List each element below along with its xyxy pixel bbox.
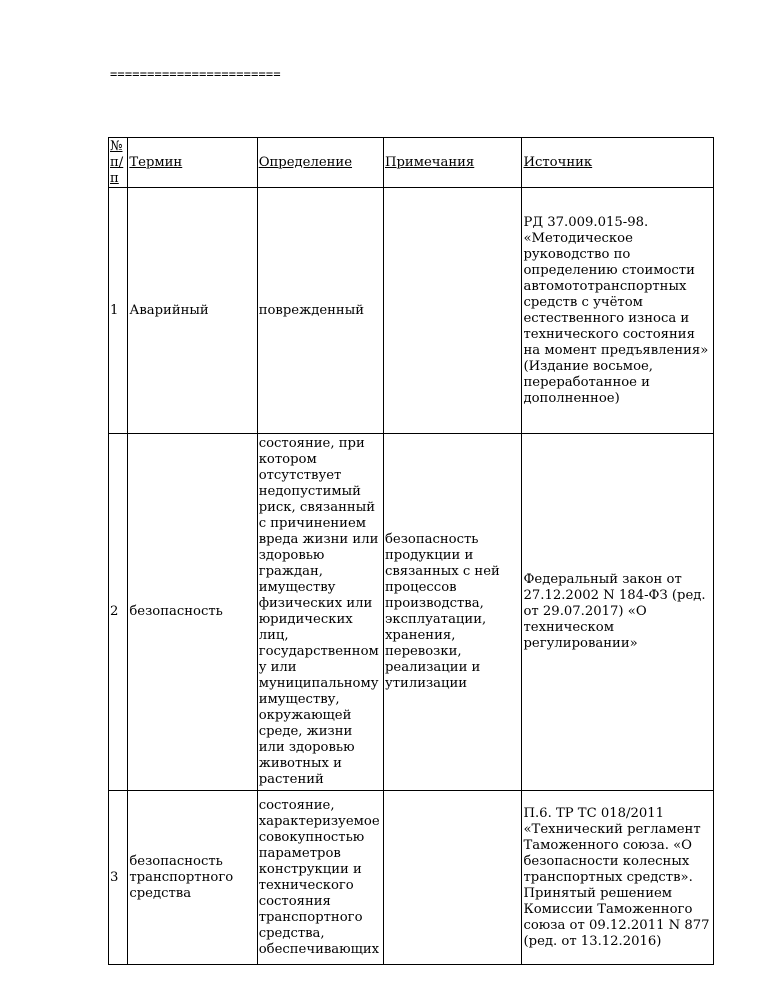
- cell-source: РД 37.009.015-98. «Методическое руководство по определению стоимости автомототранспортных средств с учётом естественного износа и технического состояния на момент предъявления» (Издание восьмое, переработанное и дополненное): [522, 188, 714, 434]
- header-notes: Примечания: [383, 138, 522, 188]
- cell-note: [383, 791, 522, 965]
- cell-source: П.6. ТР ТС 018/2011 «Технический регламент Таможенного союза. «О безопасности колесных транспортных средств». Принятый решением Комиссии Таможенного союза от 09.12.2011 N 877 (ред. от 13.12.2016): [522, 791, 714, 965]
- header-source: Источник: [522, 138, 714, 188]
- header-number: № п/п: [109, 138, 128, 188]
- cell-note: [383, 188, 522, 434]
- cell-note: безопасность продукции и связанных с ней процессов производства, эксплуатации, хранения, перевозки, реализации и утилизации: [383, 434, 522, 791]
- cell-term: безопасность транспортного средства: [128, 791, 257, 965]
- cell-definition: поврежденный: [257, 188, 383, 434]
- table-header-row: [109, 138, 714, 188]
- cell-definition: состояние, при котором отсутствует недопустимый риск, связанный с причинением вреда жизни или здоровью граждан, имуществу физических или юридических лиц, государственному или муниципальному имуществу, окружающей среде, жизни или здоровью животных и растений: [257, 434, 383, 791]
- cell-term: безопасность: [128, 434, 257, 791]
- header-definition: Определение: [257, 138, 383, 188]
- text-separator-line: =======================: [110, 67, 281, 81]
- table-row: [109, 434, 714, 791]
- cell-definition: состояние, характеризуемое совокупностью параметров конструкции и технического состояния транспортного средства, обеспечивающих: [257, 791, 383, 965]
- table-row: [109, 791, 714, 965]
- cell-number: 2: [109, 434, 128, 791]
- cell-number: 1: [109, 188, 128, 434]
- cell-number: 3: [109, 791, 128, 965]
- cell-term: Аварийный: [128, 188, 257, 434]
- cell-source: Федеральный закон от 27.12.2002 N 184-ФЗ (ред. от 29.07.2017) «О техническом регулировании»: [522, 434, 714, 791]
- terms-table: [108, 137, 714, 965]
- header-term: Термин: [128, 138, 257, 188]
- table-row: [109, 188, 714, 434]
